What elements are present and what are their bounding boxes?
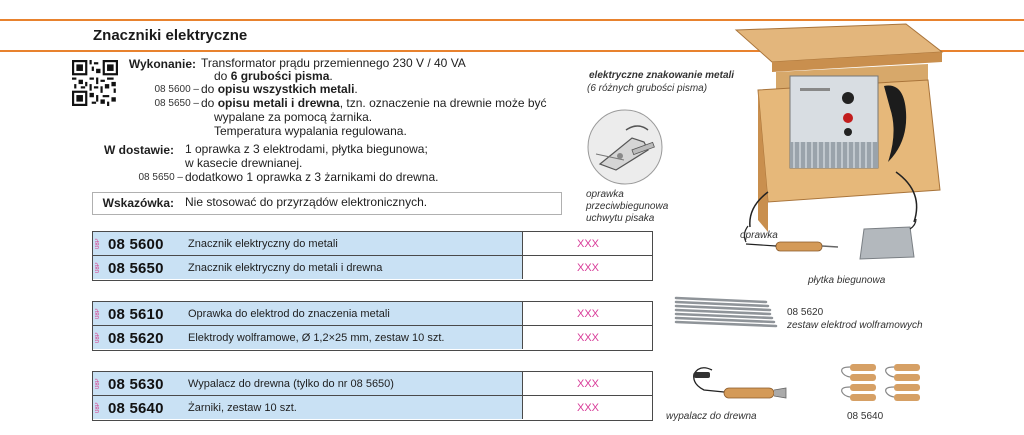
catalog-tag: 08P <box>95 402 101 413</box>
product-description: Elektrody wolframowe, Ø 1,2×25 mm, zestaw 10 szt. <box>188 332 445 344</box>
product-price: XXX <box>576 262 599 274</box>
product-code: 08 5630 <box>108 376 164 393</box>
table-row[interactable] <box>92 326 653 351</box>
wood-burner-illustration-icon <box>690 362 790 408</box>
product-code: 08 5650 <box>108 260 164 277</box>
product-description: Wypalacz do drewna (tylko do nr 08 5650) <box>188 378 394 390</box>
table-row[interactable] <box>92 231 653 256</box>
product-description: Znacznik elektryczny do metali i drewna <box>188 262 383 274</box>
product-description: Znacznik elektryczny do metali <box>188 238 338 250</box>
product-code: 08 5610 <box>108 306 164 323</box>
spec-5650-line-2: wypalane za pomocą żarnika. <box>214 110 373 124</box>
spec-code-5650: 08 5650 – <box>154 98 199 109</box>
electrodes-caption-desc: zestaw elektrod wolframowych <box>787 320 923 331</box>
marking-caption-sub: (6 różnych grubości pisma) <box>587 83 708 94</box>
plytka-caption: płytka biegunowa <box>808 275 886 286</box>
table-row[interactable] <box>92 256 653 281</box>
electrodes-caption-code: 08 5620 <box>787 307 824 318</box>
spec-5650-line-3: Temperatura wypalania regulowana. <box>214 124 407 138</box>
wykonanie-line-1: Transformator prądu przemiennego 230 V / 40 VA <box>201 56 466 70</box>
product-code: 08 5640 <box>108 400 164 417</box>
dostawa-label: W dostawie: <box>103 143 174 157</box>
holder-illustration-icon <box>586 108 664 186</box>
product-price: XXX <box>576 332 599 344</box>
oprawka-caption: oprawka <box>740 230 778 241</box>
product-price: XXX <box>576 238 599 250</box>
qr-code-icon <box>72 60 118 106</box>
catalog-tag: 08P <box>95 238 101 249</box>
product-price: XXX <box>576 378 599 390</box>
note-label: Wskazówka: <box>102 196 174 210</box>
product-description: Oprawka do elektrod do znaczenia metali <box>188 308 390 320</box>
holder-caption-3: uchwytu pisaka <box>586 213 655 224</box>
note-text: Nie stosować do przyrządów elektronicznych. <box>185 195 428 209</box>
wykonanie-line-2: do 6 grubości pisma. <box>214 69 333 83</box>
product-code: 08 5600 <box>108 236 164 253</box>
holder-caption-2: przeciwbiegunowa <box>586 201 669 212</box>
product-description: Żarniki, zestaw 10 szt. <box>188 402 297 414</box>
product-price: XXX <box>576 402 599 414</box>
wykonanie-label: Wykonanie: <box>128 57 196 71</box>
spec-5650-text: do opisu metali i drewna, tzn. oznaczenie na drewnie może być <box>201 96 547 110</box>
top-orange-rule <box>0 19 1024 21</box>
dostawa-line-2: w kasecie drewnianej. <box>185 156 303 170</box>
table-row[interactable] <box>92 301 653 326</box>
electrodes-illustration-icon <box>670 294 782 332</box>
table-row[interactable] <box>92 396 653 421</box>
filaments-caption-code: 08 5640 <box>847 411 884 422</box>
dostawa-line-1: 1 oprawka z 3 elektrodami, płytka biegunowa; <box>185 142 428 156</box>
catalog-tag: 08P <box>95 308 101 319</box>
product-code: 08 5620 <box>108 330 164 347</box>
holder-caption-1: oprawka <box>586 189 624 200</box>
table-row[interactable] <box>92 371 653 396</box>
catalog-tag: 08P <box>95 378 101 389</box>
pole-plate-illustration-icon <box>858 225 918 263</box>
product-price: XXX <box>576 308 599 320</box>
dostawa-line-3: dodatkowo 1 oprawka z 3 żarnikami do drewna. <box>185 170 439 184</box>
catalog-tag: 08P <box>95 332 101 343</box>
spec-code-5600: 08 5600 – <box>154 84 199 95</box>
marker-case-illustration-icon <box>728 22 950 232</box>
filaments-illustration-icon <box>836 360 926 414</box>
marking-caption-title: elektryczne znakowanie metali <box>589 70 735 81</box>
spec-5600-text: do opisu wszystkich metali. <box>201 82 358 96</box>
burner-caption: wypalacz do drewna <box>666 411 757 422</box>
catalog-tag: 08P <box>95 262 101 273</box>
page-title: Znaczniki elektryczne <box>93 27 248 44</box>
dostawa-code-5650: 08 5650 – <box>138 172 183 183</box>
